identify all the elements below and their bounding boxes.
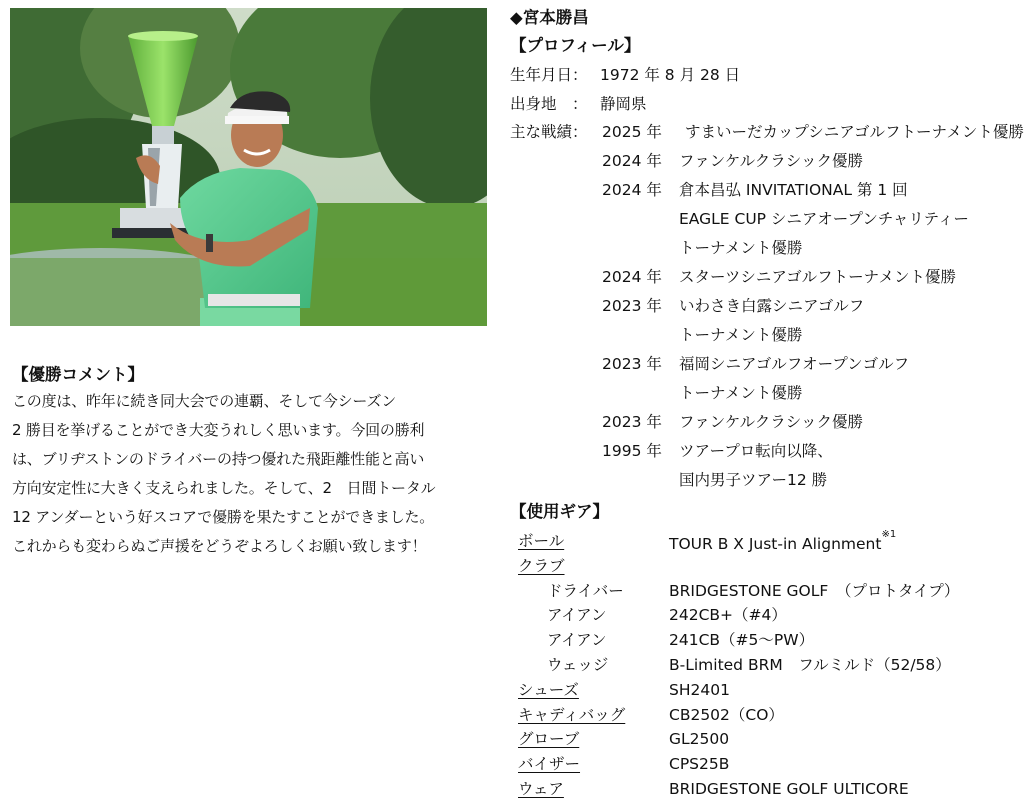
achievement-event: 国内男子ツアー12 勝: [679, 471, 828, 489]
comment-line: は、ブリヂストンのドライバーの持つ優れた飛距離性能と高い: [12, 450, 425, 468]
profile-row-birthplace: [510, 90, 1025, 119]
gear-label: ドライバー: [547, 581, 624, 600]
achievement-event: トーナメント優勝: [679, 239, 803, 257]
gear-value: 241CB（#5～PW）: [669, 631, 815, 650]
profile-value: 静岡県: [600, 95, 647, 113]
gear-label: グローブ: [518, 730, 580, 749]
achievement-event: トーナメント優勝: [679, 326, 803, 344]
gear-row: [518, 678, 1023, 703]
achievement-event: すまいーだカップシニアゴルフトーナメント優勝: [685, 123, 1024, 141]
comment-body: [12, 387, 482, 561]
achievement-year: 2023 年: [602, 413, 662, 431]
winning-comment: [12, 363, 482, 561]
gear-value: GL2500: [669, 730, 730, 749]
profile-label: 生年月日：: [510, 66, 588, 84]
gear-row: [518, 628, 1023, 653]
gear-row: [518, 777, 1023, 802]
achievements-list: [510, 118, 1025, 495]
gear-row: [518, 653, 1023, 678]
profile-heading: 【プロフィール】: [510, 36, 641, 55]
achievement-event: ファンケルクラシック優勝: [679, 413, 863, 431]
gear-heading: 【使用ギア】: [510, 502, 609, 521]
gear-value: TOUR B X Just-in Alignment$^{※1}$: [669, 529, 897, 554]
profile-label: 出身地 ：: [510, 95, 588, 113]
achievement-year: 2023 年: [602, 297, 662, 315]
achievement-event: ツアープロ転向以降、: [679, 442, 833, 460]
profile-details: [510, 61, 1025, 119]
gear-value: B-Limited BRM フルミルド（52/58）: [669, 655, 951, 674]
achievement-year: 2024 年: [602, 181, 662, 199]
comment-line: 2 勝目を挙げることができ大変うれしく思います。今回の勝利: [12, 421, 425, 439]
achievement-event: スターツシニアゴルフトーナメント優勝: [679, 268, 956, 286]
gear-label: シューズ: [518, 680, 579, 699]
gear-row: [518, 703, 1023, 728]
achievement-event: 倉本昌弘 INVITATIONAL 第 1 回: [679, 181, 908, 199]
achievement-year: 2025 年: [602, 123, 662, 141]
gear-label: キャディバッグ: [518, 705, 626, 724]
gear-footnote-mark: ※1: [881, 529, 897, 540]
gear-label: アイアン: [547, 631, 607, 650]
comment-line: 12 アンダーという好スコアで優勝を果たすことができました。: [12, 508, 435, 526]
achievement-event: ファンケルクラシック優勝: [679, 152, 863, 170]
gear-row: [518, 554, 1023, 579]
gear-label: クラブ: [518, 556, 565, 575]
achievement-event: トーナメント優勝: [679, 384, 803, 402]
comment-heading: 【優勝コメント】: [12, 365, 144, 384]
gear-value: 242CB+（#4）: [669, 606, 787, 625]
gear-row: [518, 579, 1023, 604]
achievement-year: 2023 年: [602, 355, 662, 373]
gear-value: SH2401: [669, 680, 730, 699]
achievement-item: [510, 176, 1025, 263]
gear-row: [518, 752, 1023, 777]
achievement-event: いわさき白露シニアゴルフ: [679, 297, 865, 315]
gear-label: ボール: [518, 532, 565, 550]
gear-value: CPS25B: [669, 755, 730, 774]
gear-label: ウェッジ: [547, 655, 609, 674]
achievement-event: EAGLE CUP シニアオープンチャリティー: [679, 210, 969, 228]
player-name: ◆宮本勝昌: [510, 8, 589, 27]
achievement-year: 2024 年: [602, 268, 662, 286]
achievement-item: [510, 408, 1025, 437]
winner-photo-illustration: [10, 8, 487, 326]
comment-line: 方向安定性に大きく支えられました。そして、2 日間トータル: [12, 479, 436, 497]
gear-value: BRIDGESTONE GOLF （プロトタイプ）: [669, 581, 960, 600]
comment-line: この度は、昨年に続き同大会での連覇、そして今シーズン: [12, 392, 397, 410]
achievement-item: [510, 263, 1025, 292]
gear-value: CB2502（CO）: [669, 705, 784, 724]
comment-line: これからも変わらぬご声援をどうぞよろしくお願い致します！: [12, 537, 427, 555]
achievement-item: [510, 118, 1025, 147]
gear-row: [518, 727, 1023, 752]
achievement-item: [510, 350, 1025, 408]
achievements-label: 主な戦績：: [510, 123, 588, 141]
achievement-event: 福岡シニアゴルフオープンゴルフ: [679, 355, 910, 373]
achievement-year: 2024 年: [602, 152, 662, 170]
gear-list: [518, 529, 1023, 802]
achievement-year: 1995 年: [602, 442, 662, 460]
winner-photo: [10, 8, 487, 326]
gear-label: ウェア: [518, 779, 564, 798]
achievement-item: [510, 147, 1025, 176]
achievement-item: [510, 437, 1025, 495]
profile-value: 1972 年 8 月 28 日: [600, 66, 741, 84]
gear-row: [518, 529, 1023, 554]
gear-row: [518, 603, 1023, 628]
gear-label: バイザー: [518, 755, 581, 774]
gear-value: BRIDGESTONE GOLF ULTICORE: [669, 779, 909, 798]
profile-row-birthdate: [510, 61, 1025, 90]
achievement-item: [510, 292, 1025, 350]
gear-label: アイアン: [547, 606, 607, 625]
